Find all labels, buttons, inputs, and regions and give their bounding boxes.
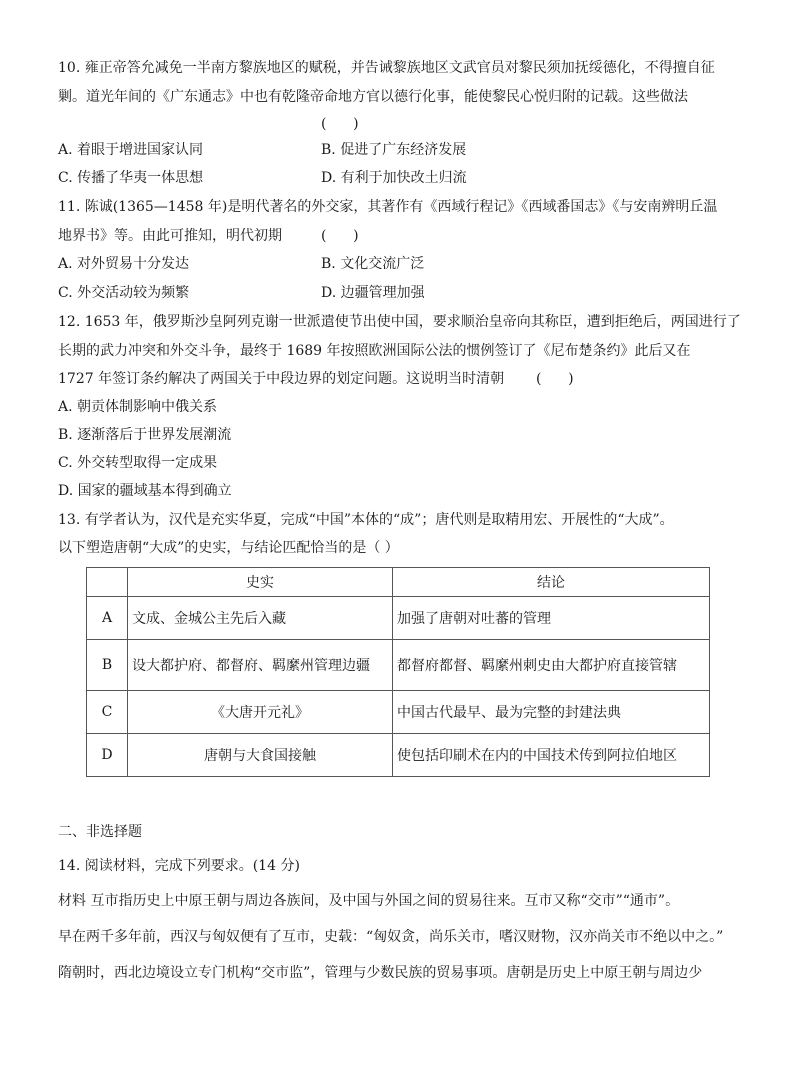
section-title: 二、非选择题 <box>58 824 142 840</box>
q10-option-b: B. 促进了广东经济发展 <box>321 142 467 158</box>
q13-header-fact: 史实 <box>128 568 393 597</box>
q13-row-conclusion: 使包括印刷术在内的中国技术传到阿拉伯地区 <box>393 734 710 777</box>
q13-row-conclusion: 中国古代最早、最为完整的封建法典 <box>393 691 710 734</box>
q12-line-2: 长期的武力冲突和外交斗争，最终于 1689 年按照欧洲国际公法的惯例签订了《尼布楚条约》此后又在 <box>58 343 691 359</box>
q13-table-header-row <box>87 568 710 597</box>
q10-option-a: A. 着眼于增进国家认同 <box>58 142 204 158</box>
q13-line-1: 13. 有学者认为，汉代是充实华夏，完成“中国”本体的“成”；唐代则是取精用宏、开展性的“大成”。 <box>58 512 674 528</box>
q13-row-key: B <box>87 640 128 691</box>
q13-row-fact: 设大都护府、都督府、羁縻州管理边疆 <box>128 640 393 691</box>
q13-row-conclusion: 加强了唐朝对吐蕃的管理 <box>393 597 710 640</box>
q10-answer-paren: ( ) <box>321 116 359 132</box>
q12-option-a: A. 朝贡体制影响中俄关系 <box>58 399 218 415</box>
q13-header-conclusion: 结论 <box>393 568 710 597</box>
q11-line-1: 11. 陈诚(1365—1458 年)是明代著名的外交家，其著作有《西域行程记》《西域番国志》《与安南辨明丘温 <box>58 199 718 215</box>
q13-row-key: C <box>87 691 128 734</box>
q13-row-fact: 文成、金城公主先后入藏 <box>128 597 393 640</box>
q12-line-3: 1727 年签订条约解决了两国关于中段边界的划定问题。这说明当时清朝 <box>58 371 505 387</box>
q11-option-c: C. 外交活动较为频繁 <box>58 285 190 301</box>
q12-line-1: 12. 1653 年，俄罗斯沙皇阿列克谢一世派遣使节出使中国，要求顺治皇帝向其称臣，遭到拒绝后，两国进行了 <box>58 314 741 330</box>
q13-row-key: A <box>87 597 128 640</box>
q13-row-fact: 唐朝与大食国接触 <box>128 734 393 777</box>
q10-line-2: 剿。道光年间的《广东通志》中也有乾隆帝命地方官以德行化事，能使黎民心悦归附的记载。这些做法 <box>58 89 688 105</box>
q13-line-2: 以下塑造唐朝“大成”的史实，与结论匹配恰当的是（ ） <box>58 540 399 556</box>
q13-table-row <box>87 734 710 777</box>
q10-option-d: D. 有利于加快改土归流 <box>321 170 467 186</box>
q11-option-d: D. 边疆管理加强 <box>321 285 425 301</box>
q14-material-line-2: 早在两千多年前，西汉与匈奴便有了互市，史载：“匈奴贪，尚乐关市，嗜汉财物，汉亦尚关市不绝以中之。” <box>58 929 724 945</box>
q13-table-row <box>87 640 710 691</box>
q12-option-d: D. 国家的疆域基本得到确立 <box>58 483 232 499</box>
q13-row-conclusion: 都督府都督、羁縻州刺史由大都护府直接管辖 <box>393 640 710 691</box>
q11-line-2: 地界书》等。由此可推知，明代初期 <box>58 228 282 244</box>
q14-material-line-3: 隋朝时，西北边境设立专门机构“交市监”，管理与少数民族的贸易事项。唐朝是历史上中原王朝与周边少 <box>58 965 703 981</box>
q13-table <box>86 567 710 777</box>
q13-header-key <box>87 568 128 597</box>
q10-line-1: 10. 雍正帝答允减免一半南方黎族地区的赋税，并告诫黎族地区文武官员对黎民须加抚绥德化，不得擅自征 <box>58 60 715 76</box>
q13-table-row <box>87 597 710 640</box>
q12-option-b: B. 逐渐落后于世界发展潮流 <box>58 427 232 443</box>
q13-row-fact: 《大唐开元礼》 <box>128 691 393 734</box>
q14-material-line-1: 材料 互市指历史上中原王朝与周边各族间，及中国与外国之间的贸易往来。互市又称“交市”“通市”。 <box>58 893 680 909</box>
q13-table-row <box>87 691 710 734</box>
q11-option-b: B. 文化交流广泛 <box>321 256 425 272</box>
q12-option-c: C. 外交转型取得一定成果 <box>58 455 218 471</box>
q11-answer-paren: ( ) <box>321 228 359 244</box>
q11-option-a: A. 对外贸易十分发达 <box>58 256 190 272</box>
q14-line-1: 14. 阅读材料，完成下列要求。(14 分) <box>58 858 300 874</box>
q13-row-key: D <box>87 734 128 777</box>
q12-answer-paren: ( ) <box>536 371 574 387</box>
q10-option-c: C. 传播了华夷一体思想 <box>58 170 204 186</box>
